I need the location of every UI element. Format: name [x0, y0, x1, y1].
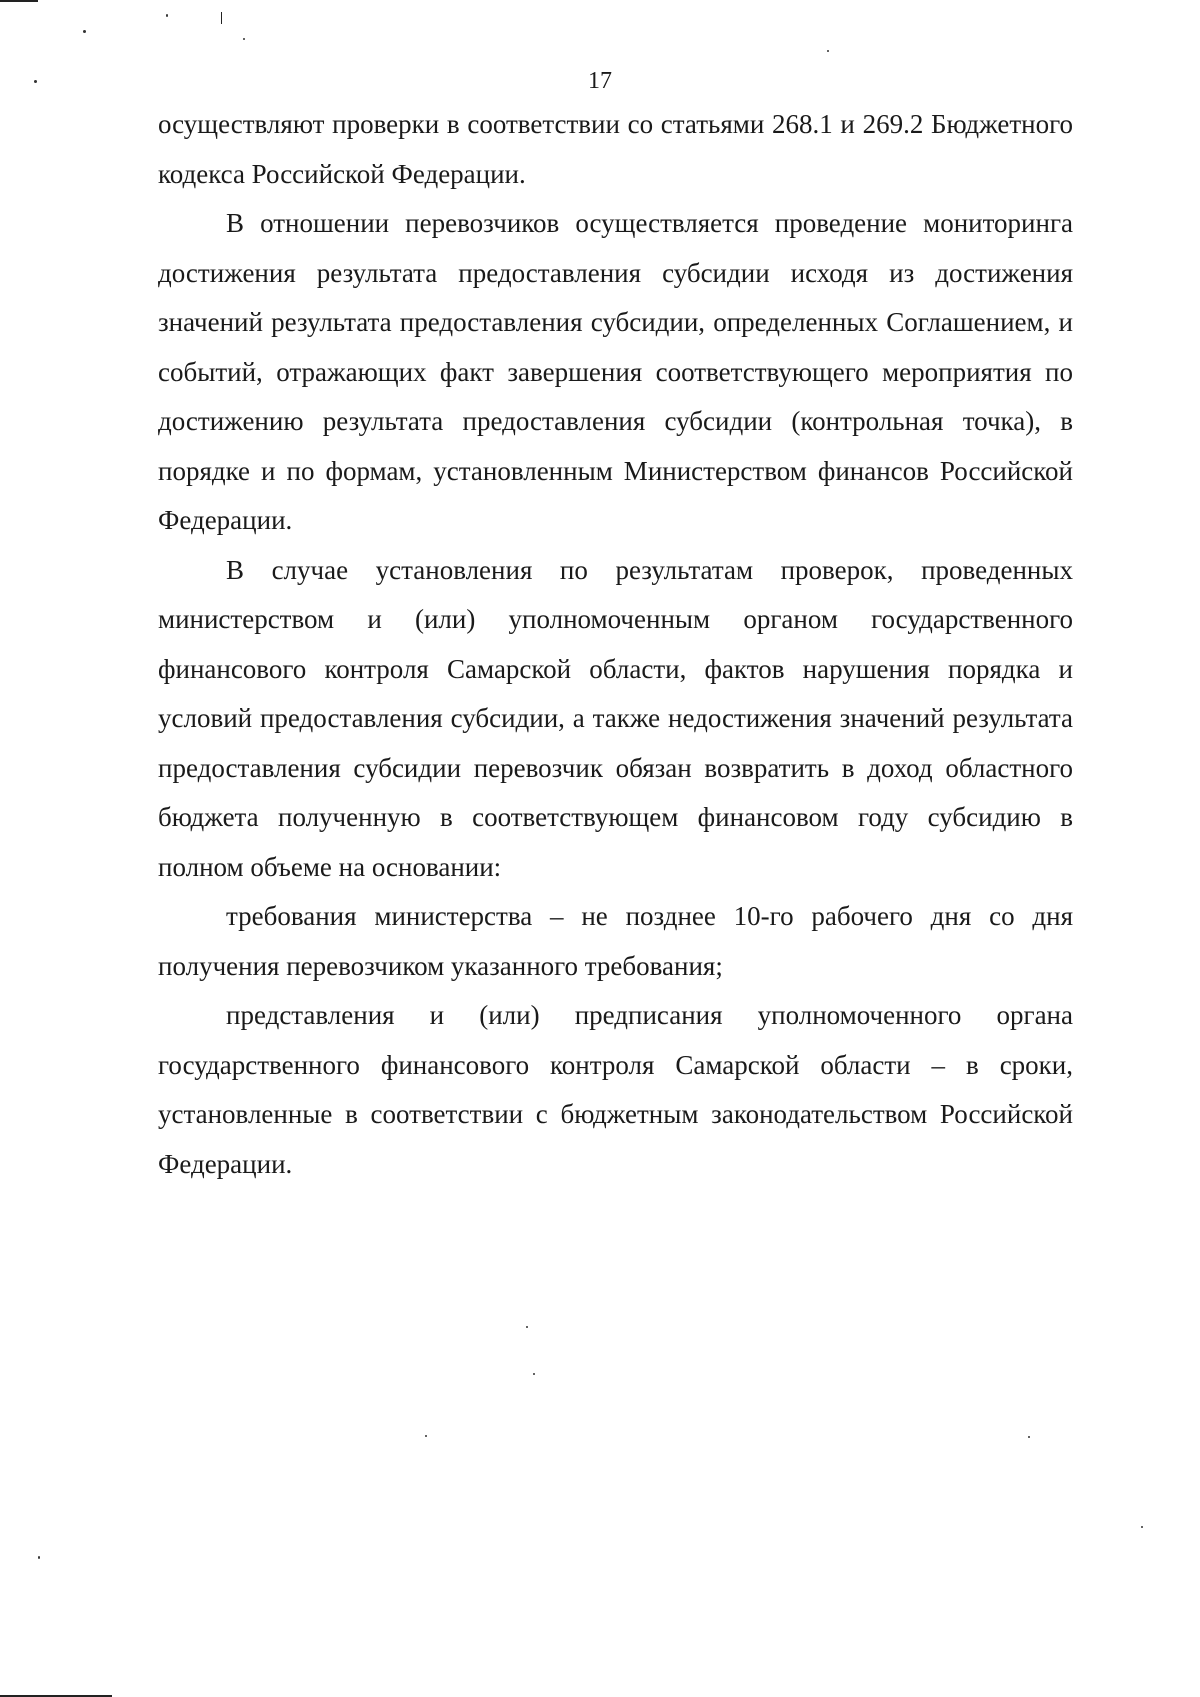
- scan-speck: [83, 30, 86, 33]
- scan-speck: [425, 1435, 427, 1437]
- document-body: [158, 100, 1073, 1189]
- scan-mark: [221, 12, 222, 24]
- paragraph: требования министерства – не позднее 10-го рабочего дня со дня получения перевозчиком указанного требования;: [158, 901, 1073, 981]
- paragraph: В отношении перевозчиков осуществляется проведение мониторинга достижения результата предоставления субсидии исходя из достижения значений результата предоставления субсидии, определенных Соглашением, и событий, отражающих факт завершения соответствующего мероприятия по достижению результата предоставления субсидии (контрольная точка), в порядке и по формам, установленным Министерством финансов Российской Федерации.: [158, 208, 1073, 535]
- scan-speck: [533, 1373, 535, 1375]
- scan-speck: [243, 38, 245, 40]
- scan-edge-top: [0, 0, 38, 2]
- scan-speck: [38, 1556, 40, 1559]
- paragraph: В случае установления по результатам проверок, проведенных министерством и (или) уполномоченным органом государственного финансового контроля Самарской области, фактов нарушения порядка и условий предоставления субсидии, а также недостижения значений результата предоставления субсидии перевозчик обязан возвратить в доход областного бюджета полученную в соответствующем финансовом году субсидию в полном объеме на основании:: [158, 554, 1073, 882]
- scan-speck: [166, 14, 168, 17]
- paragraph: представления и (или) предписания уполномоченного органа государственного финансового контроля Самарской области – в сроки, установленные в соответствии с бюджетным законодательством Российской Федерации.: [158, 1000, 1073, 1179]
- page-number: 17: [588, 68, 612, 94]
- paragraph: осуществляют проверки в соответствии со статьями 268.1 и 269.2 Бюджетного кодекса Российской Федерации.: [158, 109, 1073, 189]
- scan-speck: [1028, 1436, 1030, 1438]
- scan-speck: [827, 50, 829, 52]
- scan-speck: [1141, 1526, 1143, 1528]
- scan-speck: [526, 1326, 528, 1328]
